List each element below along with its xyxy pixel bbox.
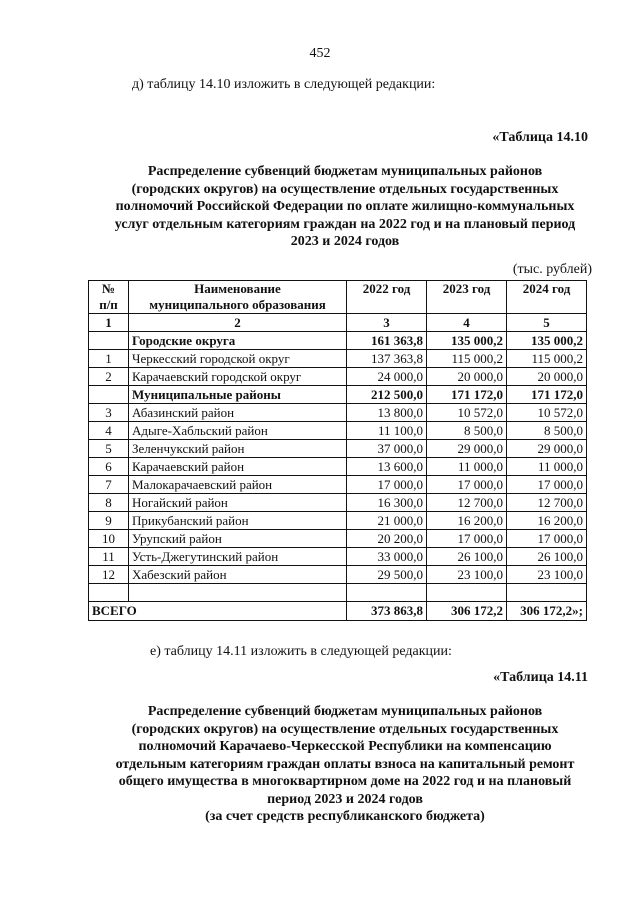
row-value-2023: 12 700,0 (427, 494, 507, 512)
row-num: 8 (89, 494, 129, 512)
row-num: 2 (89, 368, 129, 386)
row-num: 3 (89, 404, 129, 422)
row-value-2022: 24 000,0 (347, 368, 427, 386)
table-row (89, 530, 587, 548)
row-value-2023: 23 100,0 (427, 566, 507, 584)
row-name: Хабезский район (129, 566, 347, 584)
header-name-line1: Наименование (194, 281, 281, 296)
table-row (89, 332, 587, 350)
row-name: Зеленчукский район (129, 440, 347, 458)
table-row (89, 440, 587, 458)
row-value-2022: 13 600,0 (347, 458, 427, 476)
row-value-2022: 137 363,8 (347, 350, 427, 368)
row-name: Абазинский район (129, 404, 347, 422)
column-index-row (89, 314, 587, 332)
row-value-2024: 12 700,0 (507, 494, 587, 512)
header-num (89, 281, 129, 314)
row-name: Ногайский район (129, 494, 347, 512)
table-row (89, 566, 587, 584)
row-name: Адыге-Хабльский район (129, 422, 347, 440)
row-num: 11 (89, 548, 129, 566)
row-value-2024: 17 000,0 (507, 530, 587, 548)
title-line: полномочий Российской Федерации по оплате жилищно-коммунальных (115, 199, 575, 214)
table-row (89, 386, 587, 404)
header-num-line1: № (101, 281, 116, 296)
title-line: период 2023 и 2024 годов (267, 791, 423, 807)
row-name: Карачаевский городской округ (129, 368, 347, 386)
title-line: (за счет средств республиканского бюджета) (205, 809, 485, 824)
row-value-2023: 20 000,0 (427, 368, 507, 386)
row-value-2023: 16 200,0 (427, 512, 507, 530)
row-num: 4 (89, 422, 129, 440)
header-2024: 2024 год (507, 281, 587, 314)
row-value-2024: 135 000,2 (507, 332, 587, 350)
row-name: Усть-Джегутинский район (129, 548, 347, 566)
row-num (89, 332, 129, 350)
budget-table (88, 280, 587, 621)
row-value-2023: 135 000,2 (427, 332, 507, 350)
total-2024: 306 172,2»; (507, 602, 587, 621)
row-value-2022: 16 300,0 (347, 494, 427, 512)
row-num: 10 (89, 530, 129, 548)
row-value-2024: 17 000,0 (507, 476, 587, 494)
title-line: Распределение субвенций бюджетам муниципальных районов (147, 164, 543, 179)
header-row (89, 281, 587, 314)
row-value-2022: 17 000,0 (347, 476, 427, 494)
row-value-2023: 17 000,0 (427, 530, 507, 548)
index-cell: 3 (347, 314, 427, 332)
total-label: ВСЕГО (89, 602, 347, 621)
index-cell: 5 (507, 314, 587, 332)
header-2023: 2023 год (427, 281, 507, 314)
row-value-2024: 20 000,0 (507, 368, 587, 386)
row-value-2023: 11 000,0 (427, 458, 507, 476)
row-value-2022: 212 500,0 (347, 386, 427, 404)
row-name: Прикубанский район (129, 512, 347, 530)
row-num (89, 386, 129, 404)
title-line: отдельным категориям граждан оплаты взноса на капитальный ремонт (115, 756, 575, 772)
total-2022: 373 863,8 (347, 602, 427, 621)
index-cell: 2 (129, 314, 347, 332)
row-num: 1 (89, 350, 129, 368)
header-name (129, 281, 347, 314)
index-cell: 4 (427, 314, 507, 332)
row-value-2022: 33 000,0 (347, 548, 427, 566)
index-cell: 1 (89, 314, 129, 332)
row-name: Городские округа (129, 332, 347, 350)
table-row (89, 368, 587, 386)
units-label: (тыс. рублей) (512, 262, 592, 277)
table-title-14-10 (80, 163, 610, 251)
table-row (89, 422, 587, 440)
spacer-row (89, 584, 587, 602)
title-line: общего имущества в многоквартирном доме на 2022 год и на плановый (118, 774, 572, 789)
row-num: 9 (89, 512, 129, 530)
row-value-2024: 26 100,0 (507, 548, 587, 566)
row-value-2022: 161 363,8 (347, 332, 427, 350)
row-num: 7 (89, 476, 129, 494)
row-name: Карачаевский район (129, 458, 347, 476)
table-row (89, 512, 587, 530)
table-row (89, 458, 587, 476)
instruction-d: д) таблицу 14.10 изложить в следующей редакции: (132, 77, 436, 92)
row-value-2024: 23 100,0 (507, 566, 587, 584)
table-row (89, 476, 587, 494)
row-value-2023: 26 100,0 (427, 548, 507, 566)
header-num-line2: п/п (99, 297, 118, 312)
table-row (89, 494, 587, 512)
row-value-2022: 29 500,0 (347, 566, 427, 584)
table-title-14-11 (80, 703, 610, 826)
total-row (89, 602, 587, 621)
title-line: полномочий Карачаево-Черкесской Республики на компенсацию (138, 739, 552, 754)
row-name: Малокарачаевский район (129, 476, 347, 494)
row-num: 12 (89, 566, 129, 584)
title-line: (городских округов) на осуществление отдельных государственных (131, 181, 559, 197)
row-name: Черкесский городской округ (129, 350, 347, 368)
table-row (89, 404, 587, 422)
row-value-2023: 10 572,0 (427, 404, 507, 422)
row-value-2024: 115 000,2 (507, 350, 587, 368)
row-value-2022: 11 100,0 (347, 422, 427, 440)
data-rows (89, 332, 587, 584)
row-num: 5 (89, 440, 129, 458)
row-value-2024: 29 000,0 (507, 440, 587, 458)
row-value-2024: 10 572,0 (507, 404, 587, 422)
row-value-2023: 171 172,0 (427, 386, 507, 404)
title-line: (городских округов) на осуществление отдельных государственных (131, 721, 559, 737)
row-value-2022: 21 000,0 (347, 512, 427, 530)
row-name: Урупский район (129, 530, 347, 548)
table-row (89, 350, 587, 368)
total-2023: 306 172,2 (427, 602, 507, 621)
row-value-2023: 115 000,2 (427, 350, 507, 368)
row-value-2023: 17 000,0 (427, 476, 507, 494)
page-number: 452 (309, 46, 331, 61)
row-value-2022: 13 800,0 (347, 404, 427, 422)
row-value-2024: 11 000,0 (507, 458, 587, 476)
row-value-2024: 171 172,0 (507, 386, 587, 404)
table-ref-14-11: «Таблица 14.11 (493, 670, 588, 685)
title-line: Распределение субвенций бюджетам муниципальных районов (147, 704, 543, 719)
row-value-2024: 16 200,0 (507, 512, 587, 530)
row-num: 6 (89, 458, 129, 476)
header-name-line2: муниципального образования (149, 297, 326, 312)
title-line: услуг отдельным категориям граждан на 2022 год и на плановый период (114, 216, 576, 232)
row-name: Муниципальные районы (129, 386, 347, 404)
header-2022: 2022 год (347, 281, 427, 314)
table-row (89, 548, 587, 566)
row-value-2023: 29 000,0 (427, 440, 507, 458)
row-value-2024: 8 500,0 (507, 422, 587, 440)
table-ref-14-10: «Таблица 14.10 (492, 130, 588, 145)
row-value-2023: 8 500,0 (427, 422, 507, 440)
row-value-2022: 37 000,0 (347, 440, 427, 458)
instruction-e: е) таблицу 14.11 изложить в следующей редакции: (150, 644, 452, 659)
row-value-2022: 20 200,0 (347, 530, 427, 548)
title-line: 2023 и 2024 годов (290, 234, 400, 249)
